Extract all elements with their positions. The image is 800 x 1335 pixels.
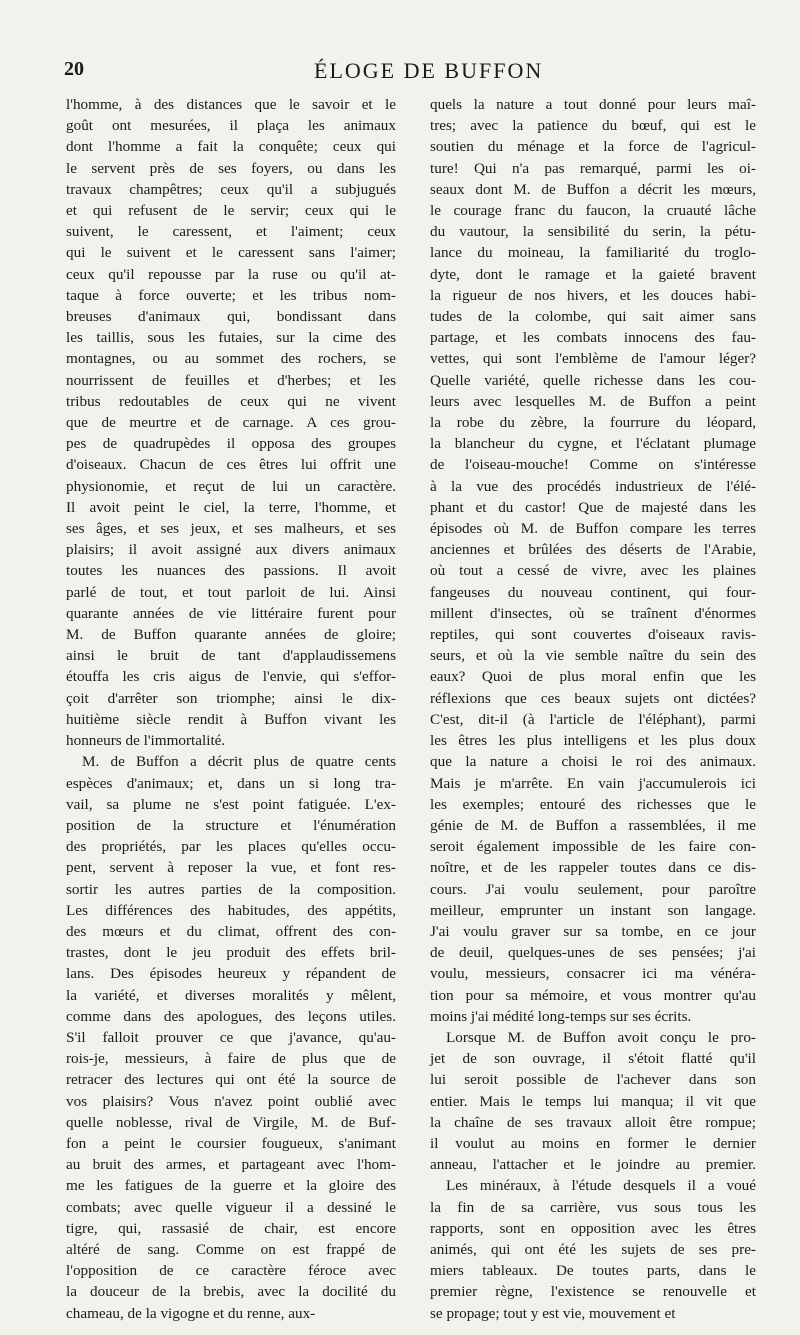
text-line: l'opposition de ce caractère féroce avec [66, 1262, 396, 1280]
text-line: taque à force ouverte; et les tribus nom- [66, 286, 396, 304]
text-line: M. de Buffon quarante années de gloire; [66, 626, 396, 644]
text-line: C'est, dit-il (à l'article de l'éléphant), parmi [430, 710, 756, 728]
text-line: combats; avec quelle vigueur il a dessiné le [66, 1198, 396, 1216]
text-line: rois-je, messieurs, à faire de plus que de [66, 1050, 396, 1068]
text-line: quels la nature a tout donné pour leurs maî- [430, 96, 756, 113]
text-line: fon a peint le coursier fougueux, s'animant [66, 1134, 396, 1152]
text-line: phant et du castor! Que de majesté dans les [430, 498, 756, 516]
text-line: eaux? Quoi de plus moral enfin que les [430, 668, 756, 686]
text-line: quarante années de vie littéraire furent pour [66, 604, 396, 622]
text-line: de l'oiseau-mouche! Comme on s'intéresse [430, 456, 756, 474]
text-line: il voulut au moins en former le dernier [430, 1134, 756, 1152]
text-line: qui le suivent et le caressent sans l'aimer; [66, 244, 396, 262]
text-line: vail, sa plume ne s'est point fatiguée. L'ex- [66, 795, 396, 813]
text-line: quelle noblesse, rival de Virgile, M. de Buf- [66, 1113, 396, 1131]
text-line: du vautour, la sensibilité du serin, la pétu- [430, 223, 756, 241]
text-line: Quelle variété, quelle richesse dans les cou- [430, 371, 756, 389]
text-line: fangeuses du nouveau continent, qui four- [430, 583, 756, 601]
text-line: de deuil, quelques-unes de ses pensées; j'ai [430, 944, 756, 962]
text-line: Les minéraux, à l'étude desquels il a voué [446, 1177, 756, 1195]
text-line: les taillis, sous les futaies, sur la cime des [66, 329, 396, 347]
text-line: travaux champêtres; ceux qu'il a subjugués [66, 180, 396, 198]
text-line: réflexions que ces beaux sujets ont dictées? [430, 689, 756, 707]
text-line: cours. J'ai voulu seulement, pour paroître [430, 880, 756, 898]
text-line: huitième siècle rendit à Buffon vivant les [66, 710, 396, 728]
text-line: seaux dont M. de Buffon a décrit les mœurs, [430, 180, 756, 198]
text-line: lui seroit possible de l'achever dans son [430, 1071, 756, 1089]
text-line: des propriétés, par les places qu'elles occu- [66, 838, 396, 856]
text-line: la douceur de la brebis, avec la docilité du [66, 1283, 396, 1301]
text-line: la robe du zèbre, la fourrure du léopard, [430, 414, 756, 432]
text-line: tigre, qui, rassasié de chair, est encore [66, 1219, 396, 1237]
text-line: moins j'ai médité long-temps sur ses écrits. [430, 1007, 692, 1025]
text-line: ceux qu'il repousse par la ruse ou qu'il at- [66, 265, 396, 283]
text-line: meilleur, emprunter un instant son langage. [430, 901, 756, 919]
text-line: la chaîne de ses travaux alloit être rompue; [430, 1113, 756, 1131]
text-line: Il avoit peint le ciel, la terre, l'homme, et [66, 498, 396, 516]
text-line: montagnes, ou au sommet des rochers, se [66, 350, 396, 368]
text-line: la blancheur du cygne, et l'éclatant plumage [430, 435, 756, 453]
text-line: partage, et les combats innocens des fau- [430, 329, 756, 347]
text-line: le servent près de ses foyers, ou dans les [66, 159, 396, 177]
text-line: tribus redoutables de ceux qui ne vivent [66, 392, 396, 410]
text-line: étouffa les cris aigus de l'envie, qui s'effor- [66, 668, 396, 686]
text-line: rapports, sont en opposition avec les êtres [430, 1219, 756, 1237]
text-line: dyte, dont le ramage et la gaieté bravent [430, 265, 756, 283]
text-line: des mœurs et du climat, offrent des con- [66, 922, 396, 940]
text-line: vos plaisirs? Vous n'avez point oublié avec [66, 1092, 396, 1110]
text-line: anneau, l'attacher et le joindre au premier. [430, 1156, 756, 1174]
text-line: à la vue des procédés industrieux de l'élé- [430, 477, 756, 495]
running-title: ÉLOGE DE BUFFON [314, 58, 544, 83]
text-line: miers tableaux. De toutes parts, dans le [430, 1262, 756, 1280]
text-line: que la nature a choisi le roi des animaux. [430, 753, 756, 771]
text-line: J'ai voulu graver sur sa tombe, en ce jour [430, 922, 756, 940]
text-line: seroit également impossible de les faire con- [430, 838, 756, 856]
text-line: épisodes où M. de Buffon compare les terres [430, 520, 756, 538]
text-line: ses âges, et ses jeux, et ses malheurs, et ses [66, 520, 396, 538]
text-line: seurs, et où la vie semble naître du sein des [430, 647, 756, 665]
text-line: retracer des lectures qui ont été la source de [66, 1071, 396, 1089]
text-line: les exemples; entouré des richesses que le [430, 795, 756, 813]
text-line: leurs avec lesquelles M. de Buffon a peint [430, 392, 756, 410]
text-line: sortir les autres parties de la composition. [66, 880, 396, 898]
text-line: l'homme, à des distances que le savoir et le [66, 96, 396, 113]
text-line: trastes, dont le jeu produit des effets bril- [66, 944, 396, 962]
text-line: physionomie, et reçut de lui un caractère. [66, 477, 396, 495]
text-line: me les fatigues de la guerre et la gloire des [66, 1177, 396, 1195]
text-line: pent, servent à reposer la vue, et font res- [66, 859, 396, 877]
text-line: M. de Buffon a décrit plus de quatre cents [82, 753, 396, 771]
text-line: jet de son ouvrage, il s'étoit flatté qu'il [430, 1050, 756, 1068]
text-line: altéré de sang. Comme on est frappé de [66, 1240, 396, 1258]
left-text-column [66, 94, 396, 1324]
text-line: d'oiseaux. Chacun de ces êtres lui offrit une [66, 456, 396, 474]
text-line: vettes, qui sont l'emblème de l'amour léger? [430, 350, 756, 368]
text-line: honneurs de l'immortalité. [66, 732, 226, 750]
text-line: la rigueur de nos hivers, et les douces habi- [430, 286, 756, 304]
text-line: et qui refusent de le servir; ceux qui le [66, 202, 396, 220]
text-line: les êtres les plus intelligens et les plus doux [430, 732, 756, 750]
text-line: S'il falloit prouver ce que j'avance, qu'au- [66, 1028, 396, 1046]
text-line: millent d'insectes, où se traînent d'énormes [430, 604, 756, 622]
text-line: entier. Mais le temps lui manqua; il vit que [430, 1092, 756, 1110]
text-line: comme dans des apologues, des leçons utiles. [66, 1007, 396, 1025]
text-line: goût ont mesurées, il plaça les animaux [66, 117, 396, 135]
text-line: lans. Des épisodes heureux y répandent de [66, 965, 396, 983]
text-line: Mais je m'arrête. En vain j'accumulerois ici [430, 774, 756, 792]
text-line: le courage franc du faucon, la cruauté lâche [430, 202, 756, 220]
text-line: Les différences des habitudes, des appétits, [66, 901, 396, 919]
text-line: çoit d'arrêter son triomphe; ainsi le dix- [66, 689, 396, 707]
text-line: au bruit des armes, et partageant avec l'hom- [66, 1156, 396, 1174]
text-line: tion pour sa mémoire, et vous montrer qu'au [430, 986, 756, 1004]
text-line: où tout a cessé de vivre, avec les plaines [430, 562, 756, 580]
text-line: lance du moineau, la familiarité du troglo- [430, 244, 756, 262]
text-line: animés, qui ont été les sujets de ses pre- [430, 1240, 756, 1258]
text-line: chameau, de la vigogne et du renne, aux- [66, 1304, 316, 1322]
text-line: anciennes et brûlées des déserts de l'Arabie, [430, 541, 756, 559]
text-line: que de meurtre et de carnage. A ces grou- [66, 414, 396, 432]
text-line: tres; avec la patience du bœuf, qui est le [430, 117, 756, 135]
text-line: la variété, et diverses moralités y mêlent, [66, 986, 396, 1004]
text-line: espèces d'animaux; et, dans un si long tra- [66, 774, 396, 792]
text-line: breuses d'animaux qui, bondissant dans [66, 308, 396, 326]
text-line: Lorsque M. de Buffon avoit conçu le pro- [446, 1028, 756, 1046]
text-line: position de la structure et l'énumération [66, 816, 396, 834]
text-line: reptiles, qui sont couvertes d'oiseaux ravis- [430, 626, 756, 644]
text-line: noître, et de les rappeler toutes dans ce dis- [430, 859, 756, 877]
text-line: premier règne, l'existence se renouvelle et [430, 1283, 756, 1301]
text-line: voulu, messieurs, consacrer ici ma vénéra- [430, 965, 756, 983]
text-line: ainsi le bruit de tant d'applaudissemens [66, 647, 396, 665]
page-header [64, 58, 740, 92]
text-line: dont l'homme a fait la conquête; ceux qui [66, 138, 396, 156]
text-line: toutes les nuances des passions. Il avoit [66, 562, 396, 580]
text-line: pes de quadrupèdes il opposa des groupes [66, 435, 396, 453]
text-line: tudes de la colombe, qui sait aimer sans [430, 308, 756, 326]
text-line: nourrissent de feuilles et d'herbes; et les [66, 371, 396, 389]
text-line: plaisirs; il avoit assigné aux divers animaux [66, 541, 396, 559]
text-line: se propage; tout y est vie, mouvement et [430, 1304, 676, 1322]
text-line: génie de M. de Buffon a rassemblées, il me [430, 816, 756, 834]
text-line: parlé de tout, et tout parloit de lui. Ainsi [66, 583, 396, 601]
right-text-column [430, 94, 756, 1324]
text-line: soutien du ménage et la force de l'agricul- [430, 138, 756, 156]
text-line: la fin de sa carrière, vus sous tous les [430, 1198, 756, 1216]
page-number: 20 [64, 58, 84, 80]
text-line: suivent, le caressent, et l'aiment; ceux [66, 223, 396, 241]
text-line: ture! Qui n'a pas remarqué, parmi les oi- [430, 159, 756, 177]
